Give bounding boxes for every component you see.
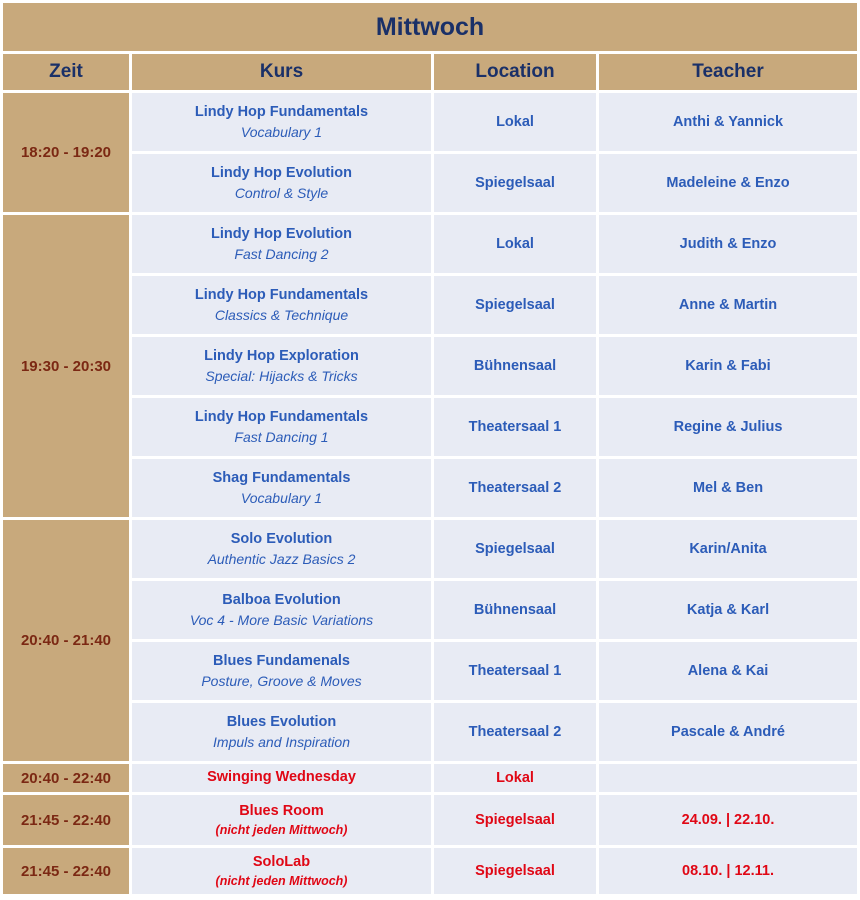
- teacher-cell: Anne & Martin: [599, 276, 857, 334]
- schedule-row: [3, 93, 857, 151]
- course-title: Lindy Hop Evolution: [211, 164, 352, 181]
- teacher-cell: Karin & Fabi: [599, 337, 857, 395]
- time-cell: 21:45 - 22:40: [3, 848, 129, 894]
- course-title: Blues Room: [239, 802, 324, 819]
- schedule-row: [3, 703, 857, 761]
- column-header-zeit: Zeit: [3, 54, 129, 90]
- teacher-cell: Judith & Enzo: [599, 215, 857, 273]
- course-subtitle: Fast Dancing 2: [234, 245, 329, 262]
- course-cell: [132, 276, 431, 334]
- course-title: Lindy Hop Fundamentals: [194, 286, 369, 303]
- teacher-cell: Regine & Julius: [599, 398, 857, 456]
- course-title: Blues Fundamenals: [213, 652, 350, 669]
- schedule-row-special: [3, 848, 857, 894]
- schedule-row: [3, 337, 857, 395]
- time-cell: 21:45 - 22:40: [3, 795, 129, 845]
- day-title-row: [3, 3, 857, 51]
- course-cell: [132, 642, 431, 700]
- location-cell: Spiegelsaal: [434, 520, 596, 578]
- schedule-row: [3, 215, 857, 273]
- course-subtitle: Classics & Technique: [214, 306, 349, 323]
- location-cell: Spiegelsaal: [434, 154, 596, 212]
- course-subtitle: (nicht jeden Mittwoch): [215, 822, 348, 837]
- teacher-cell: Mel & Ben: [599, 459, 857, 517]
- course-subtitle: Vocabulary 1: [240, 489, 323, 506]
- course-cell: [132, 703, 431, 761]
- course-title: SoloLab: [252, 853, 311, 870]
- course-cell: [132, 520, 431, 578]
- teacher-cell: Anthi & Yannick: [599, 93, 857, 151]
- location-cell: Theatersaal 2: [434, 703, 596, 761]
- teacher-cell: Karin/Anita: [599, 520, 857, 578]
- time-cell: 20:40 - 21:40: [3, 520, 129, 761]
- location-cell: Spiegelsaal: [434, 795, 596, 845]
- schedule-row-special: [3, 795, 857, 845]
- time-cell: 20:40 - 22:40: [3, 764, 129, 792]
- teacher-cell: [599, 764, 857, 792]
- course-cell: [132, 398, 431, 456]
- teacher-cell: 24.09. | 22.10.: [599, 795, 857, 845]
- location-cell: Theatersaal 1: [434, 642, 596, 700]
- course-subtitle: Authentic Jazz Basics 2: [207, 550, 356, 567]
- course-title: Shag Fundamentals: [212, 469, 351, 486]
- course-title: Lindy Hop Evolution: [211, 225, 352, 242]
- time-cell: 19:30 - 20:30: [3, 215, 129, 517]
- schedule-row: [3, 642, 857, 700]
- schedule-row-special: [3, 764, 857, 792]
- course-cell: [132, 848, 431, 894]
- course-cell: [132, 581, 431, 639]
- course-cell: [132, 154, 431, 212]
- location-cell: Bühnensaal: [434, 337, 596, 395]
- location-cell: Theatersaal 1: [434, 398, 596, 456]
- column-header-row: [3, 54, 857, 90]
- time-cell: 18:20 - 19:20: [3, 93, 129, 212]
- course-title: Lindy Hop Fundamentals: [194, 408, 369, 425]
- schedule-body: [3, 93, 857, 894]
- teacher-cell: 08.10. | 12.11.: [599, 848, 857, 894]
- column-header-location: Location: [434, 54, 596, 90]
- course-cell: [132, 764, 431, 792]
- course-title: Swinging Wednesday: [207, 769, 356, 786]
- location-cell: Lokal: [434, 215, 596, 273]
- location-cell: Spiegelsaal: [434, 848, 596, 894]
- course-subtitle: Special: Hijacks & Tricks: [205, 367, 358, 384]
- course-title: Lindy Hop Exploration: [204, 347, 359, 364]
- location-cell: Theatersaal 2: [434, 459, 596, 517]
- schedule-row: [3, 154, 857, 212]
- column-header-teacher: Teacher: [599, 54, 857, 90]
- course-subtitle: Posture, Groove & Moves: [201, 672, 362, 689]
- teacher-cell: Madeleine & Enzo: [599, 154, 857, 212]
- course-subtitle: Impuls and Inspiration: [213, 733, 350, 750]
- course-title: Balboa Evolution: [222, 591, 341, 608]
- course-subtitle: Voc 4 - More Basic Variations: [189, 611, 374, 628]
- course-title: Blues Evolution: [226, 713, 337, 730]
- teacher-cell: Pascale & André: [599, 703, 857, 761]
- course-cell: [132, 795, 431, 845]
- location-cell: Spiegelsaal: [434, 276, 596, 334]
- course-cell: [132, 337, 431, 395]
- location-cell: Lokal: [434, 764, 596, 792]
- schedule-row: [3, 398, 857, 456]
- schedule-row: [3, 520, 857, 578]
- course-cell: [132, 459, 431, 517]
- teacher-cell: Alena & Kai: [599, 642, 857, 700]
- location-cell: Lokal: [434, 93, 596, 151]
- schedule-row: [3, 581, 857, 639]
- course-title: Solo Evolution: [230, 530, 333, 547]
- column-header-kurs: Kurs: [132, 54, 431, 90]
- course-subtitle: (nicht jeden Mittwoch): [215, 873, 348, 888]
- schedule-row: [3, 276, 857, 334]
- course-subtitle: Control & Style: [234, 184, 329, 201]
- day-title: Mittwoch: [3, 3, 857, 51]
- course-title: Lindy Hop Fundamentals: [194, 103, 369, 120]
- course-cell: [132, 215, 431, 273]
- course-subtitle: Vocabulary 1: [240, 123, 323, 140]
- course-subtitle: Fast Dancing 1: [234, 428, 329, 445]
- teacher-cell: Katja & Karl: [599, 581, 857, 639]
- schedule-row: [3, 459, 857, 517]
- course-cell: [132, 93, 431, 151]
- location-cell: Bühnensaal: [434, 581, 596, 639]
